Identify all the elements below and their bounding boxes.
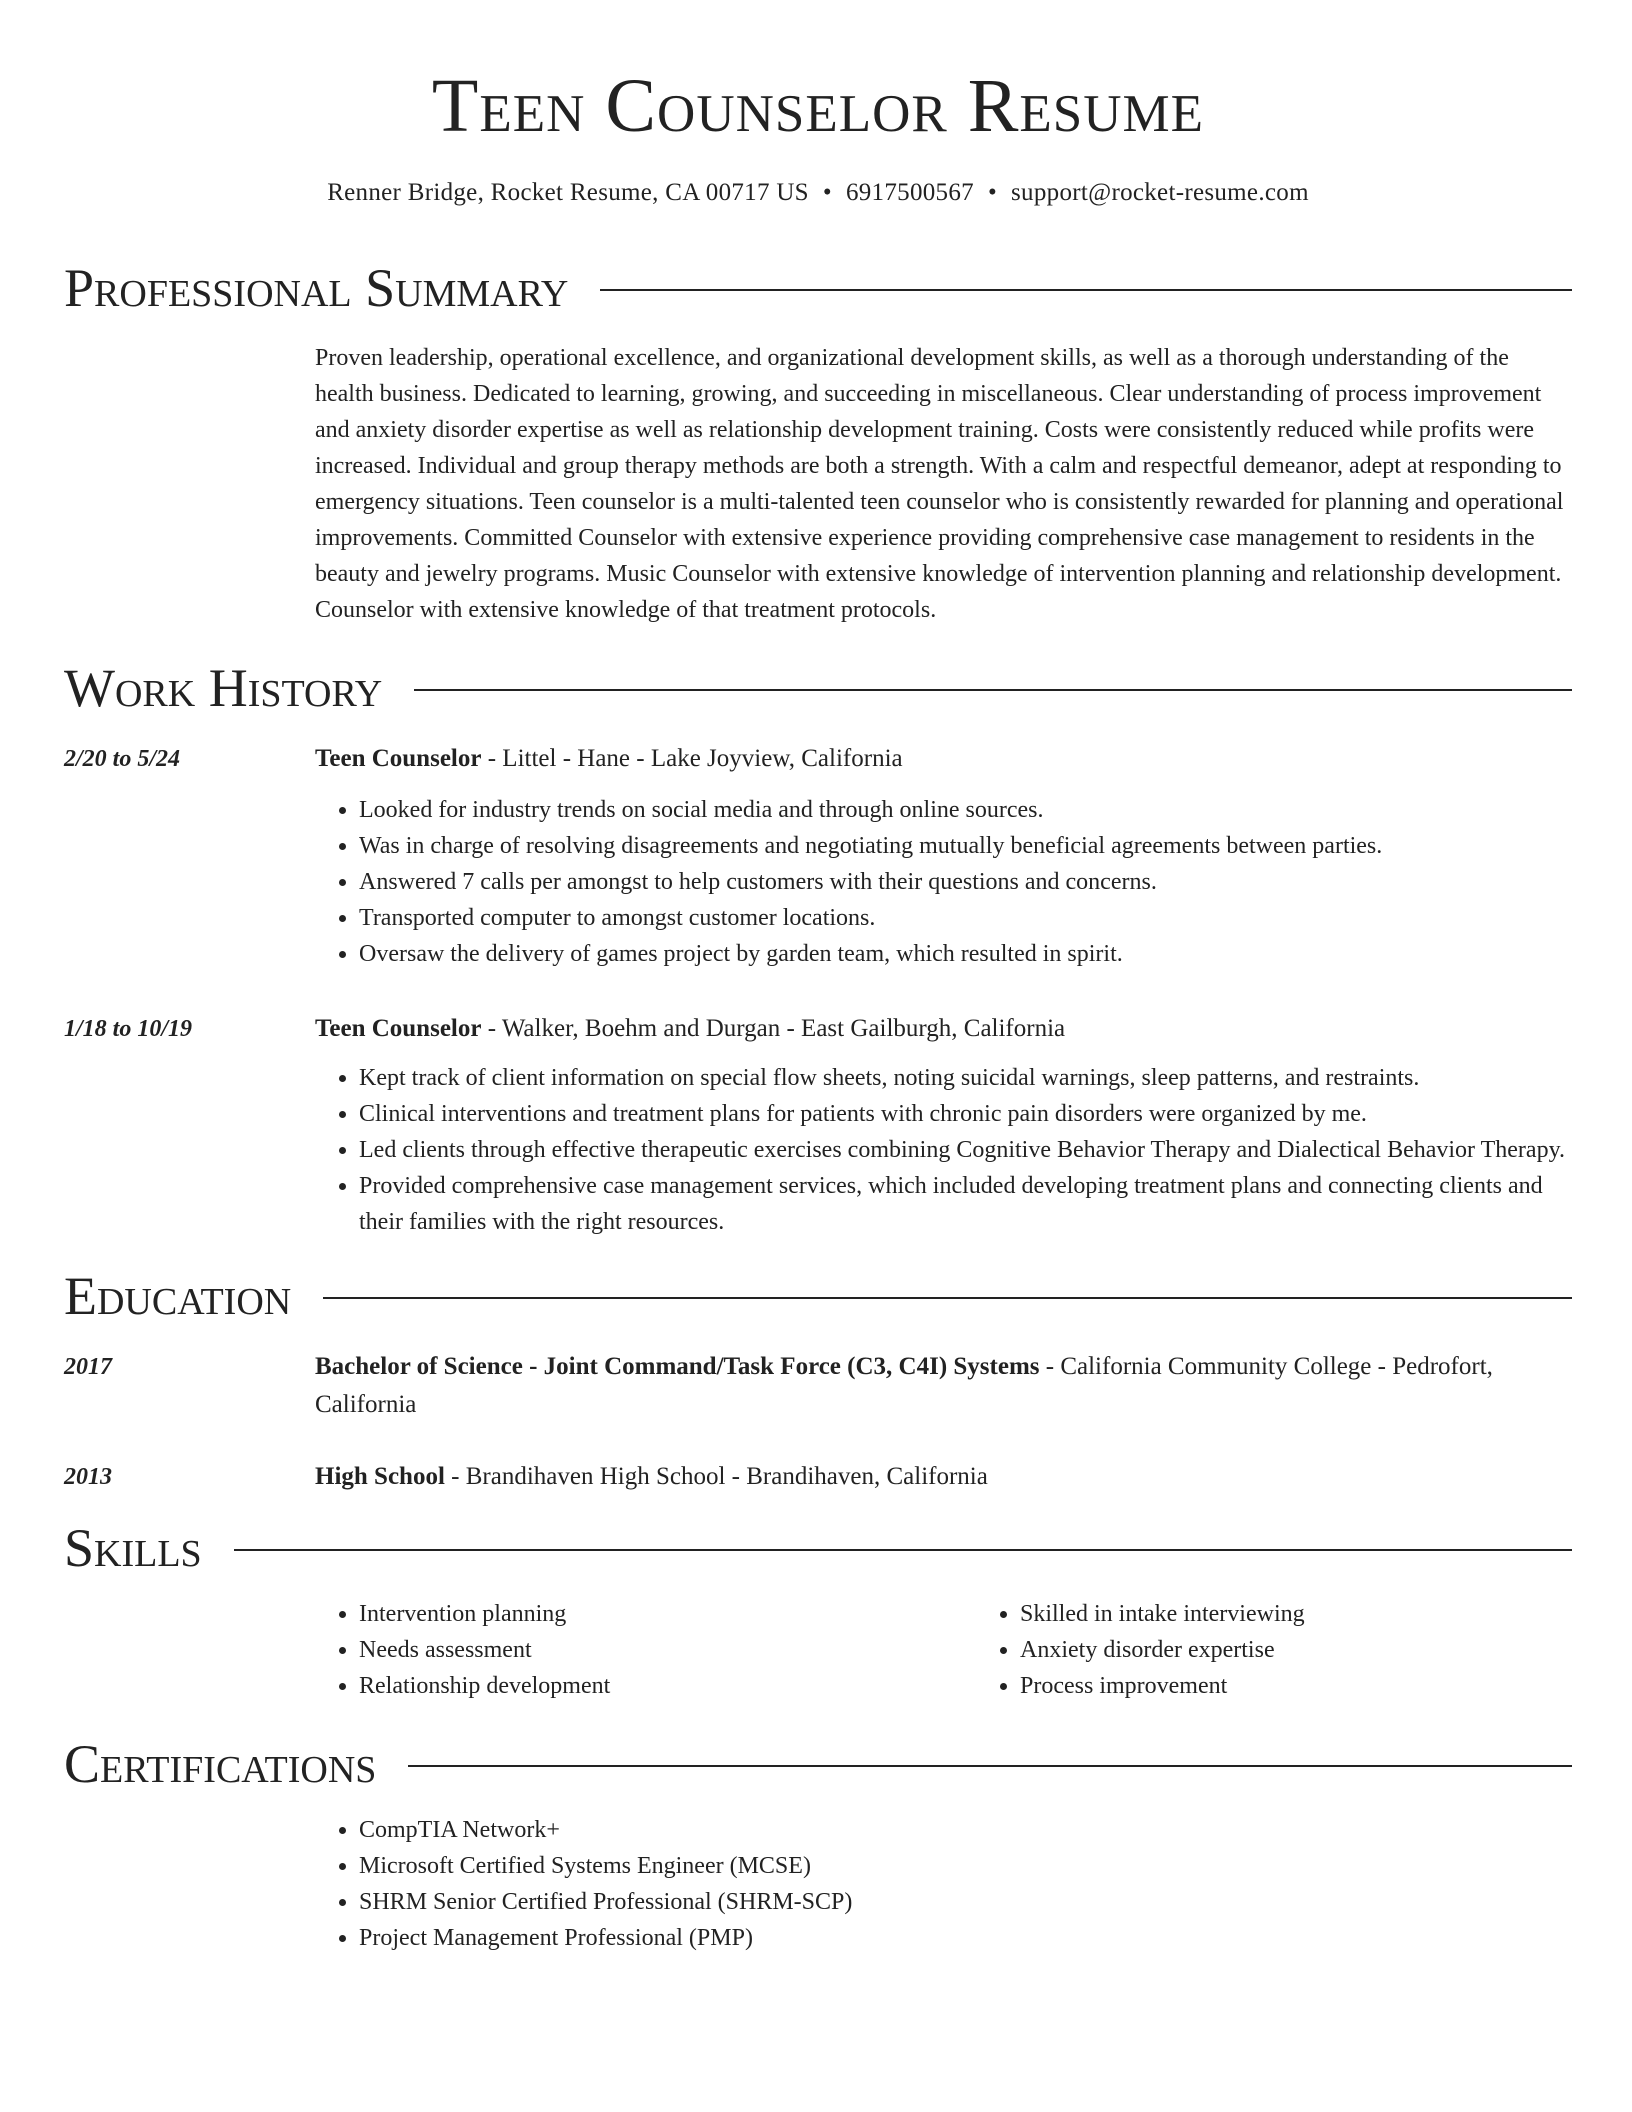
- job-bullet: • Provided comprehensive case management services, which included developing treatment plans and connecting clients and their families with the right resources.: [359, 1168, 1572, 1240]
- job-role: Teen Counselor: [315, 745, 482, 772]
- job-body: [315, 740, 1572, 972]
- education-line: [315, 1458, 1572, 1496]
- job-bullet: • Led clients through effective therapeutic exercises combining Cognitive Behavior Therapy and Dialectical Behavior Therapy.: [359, 1132, 1572, 1168]
- job-bullets: [315, 792, 1572, 972]
- skill-item: • Intervention planning: [359, 1596, 976, 1632]
- job-bullet: • Answered 7 calls per amongst to help customers with their questions and concerns.: [359, 864, 1572, 900]
- section-divider: [234, 1549, 1572, 1551]
- resume-name: Teen Counselor Resume: [431, 64, 1205, 148]
- education-section-title: Education: [64, 1266, 292, 1326]
- summary-row: [64, 340, 1572, 628]
- contact-email: support@rocket-resume.com: [1011, 179, 1309, 206]
- job-details: - Walker, Boehm and Durgan - East Gailburgh, California: [481, 1015, 1066, 1042]
- certification-item: • CompTIA Network+: [359, 1812, 1572, 1848]
- education-line: [315, 1348, 1572, 1424]
- job-bullet: • Kept track of client information on special flow sheets, noting suicidal warnings, sleep patterns, and restraints.: [359, 1060, 1572, 1096]
- job-title-line: [315, 740, 1572, 778]
- contact-separator: •: [822, 179, 832, 206]
- job-title-line: [315, 1010, 1572, 1048]
- skills-section-header: [64, 1518, 1572, 1578]
- certifications-spacer: [64, 1812, 315, 1956]
- education-section-header: [64, 1266, 1572, 1326]
- skill-item: • Anxiety disorder expertise: [1020, 1632, 1632, 1668]
- section-divider: [600, 289, 1572, 291]
- skills-list-left: [315, 1596, 976, 1704]
- job-bullets: [315, 1060, 1572, 1240]
- job-bullet: • Was in charge of resolving disagreements and negotiating mutually beneficial agreements between parties.: [359, 828, 1572, 864]
- skill-item: • Process improvement: [1020, 1668, 1632, 1704]
- education-entry: [64, 1348, 1572, 1424]
- summary-section-title: Professional Summary: [64, 258, 569, 318]
- skills-columns: [315, 1596, 1632, 1704]
- job-entry: [64, 1010, 1572, 1240]
- certifications-list: [315, 1812, 1572, 1956]
- skills-grid: [64, 1596, 1572, 1704]
- education-year: 2017: [64, 1354, 112, 1380]
- skills-section-title: Skills: [64, 1518, 202, 1578]
- job-entry: [64, 740, 1572, 972]
- skill-item: • Needs assessment: [359, 1632, 976, 1668]
- resume-page: [64, 0, 1572, 1956]
- education-degree: High School: [315, 1463, 445, 1490]
- job-dates: 1/18 to 10/19: [64, 1016, 193, 1042]
- job-body: [315, 1010, 1572, 1240]
- summary-section-header: [64, 258, 1572, 318]
- job-role: Teen Counselor: [315, 1015, 482, 1042]
- summary-text: Proven leadership, operational excellence, and organizational development skills, as well as a thorough understanding of the health business. Dedicated to learning, growing, and succeeding in miscellaneous. Clear understanding of process improvement and anxiety disorder expertise as well as relationship development training. Costs were consistently reduced while profits were increased. Individual and group therapy methods are both a strength. With a calm and respectful demeanor, adept at responding to emergency situations. Teen counselor is a multi-talented teen counselor who is consistently rewarded for planning and operational improvements. Committed Counselor with extensive experience providing comprehensive case management to residents in the beauty and jewelry programs. Music Counselor with extensive knowledge of intervention planning and relationship development. Counselor with extensive knowledge of that treatment protocols.: [315, 345, 1564, 623]
- skills-list-right: [976, 1596, 1632, 1704]
- education-degree: Bachelor of Science - Joint Command/Task Force (C3, C4I) Systems: [315, 1353, 1040, 1380]
- education-details: - California Community College - Pedrofort, California: [315, 1353, 1493, 1418]
- section-divider: [408, 1765, 1572, 1767]
- skill-item: • Relationship development: [359, 1668, 976, 1704]
- skills-spacer: [64, 1596, 315, 1704]
- certification-item: • SHRM Senior Certified Professional (SHRM-SCP): [359, 1884, 1572, 1920]
- job-bullet: • Looked for industry trends on social media and through online sources.: [359, 792, 1572, 828]
- education-year: 2013: [64, 1464, 112, 1490]
- certification-item: • Microsoft Certified Systems Engineer (MCSE): [359, 1848, 1572, 1884]
- job-bullet: • Transported computer to amongst customer locations.: [359, 900, 1572, 936]
- skill-item: • Skilled in intake interviewing: [1020, 1596, 1632, 1632]
- section-divider: [323, 1297, 1572, 1299]
- job-details: - Littel - Hane - Lake Joyview, California: [481, 745, 903, 772]
- section-divider: [414, 689, 1572, 691]
- education-entry: [64, 1458, 1572, 1496]
- certification-item: • Project Management Professional (PMP): [359, 1920, 1572, 1956]
- summary-spacer: [64, 340, 315, 628]
- certifications-section-header: [64, 1734, 1572, 1794]
- certifications-row: [64, 1812, 1572, 1956]
- certifications-body: [315, 1812, 1572, 1956]
- certifications-section-title: Certifications: [64, 1734, 377, 1794]
- contact-phone: 6917500567: [845, 179, 974, 206]
- contact-separator: •: [987, 179, 998, 206]
- education-details: - Brandihaven High School - Brandihaven, California: [444, 1463, 988, 1490]
- job-bullet: • Clinical interventions and treatment plans for patients with chronic pain disorders were organized by me.: [359, 1096, 1572, 1132]
- job-dates: 2/20 to 5/24: [64, 746, 181, 772]
- job-bullet: • Oversaw the delivery of games project by garden team, which resulted in spirit.: [359, 936, 1572, 972]
- contact-address: Renner Bridge, Rocket Resume, CA 00717 US: [327, 179, 809, 206]
- work-section-title: Work History: [64, 658, 383, 718]
- work-section-header: [64, 658, 1572, 718]
- contact-line: [64, 176, 1572, 210]
